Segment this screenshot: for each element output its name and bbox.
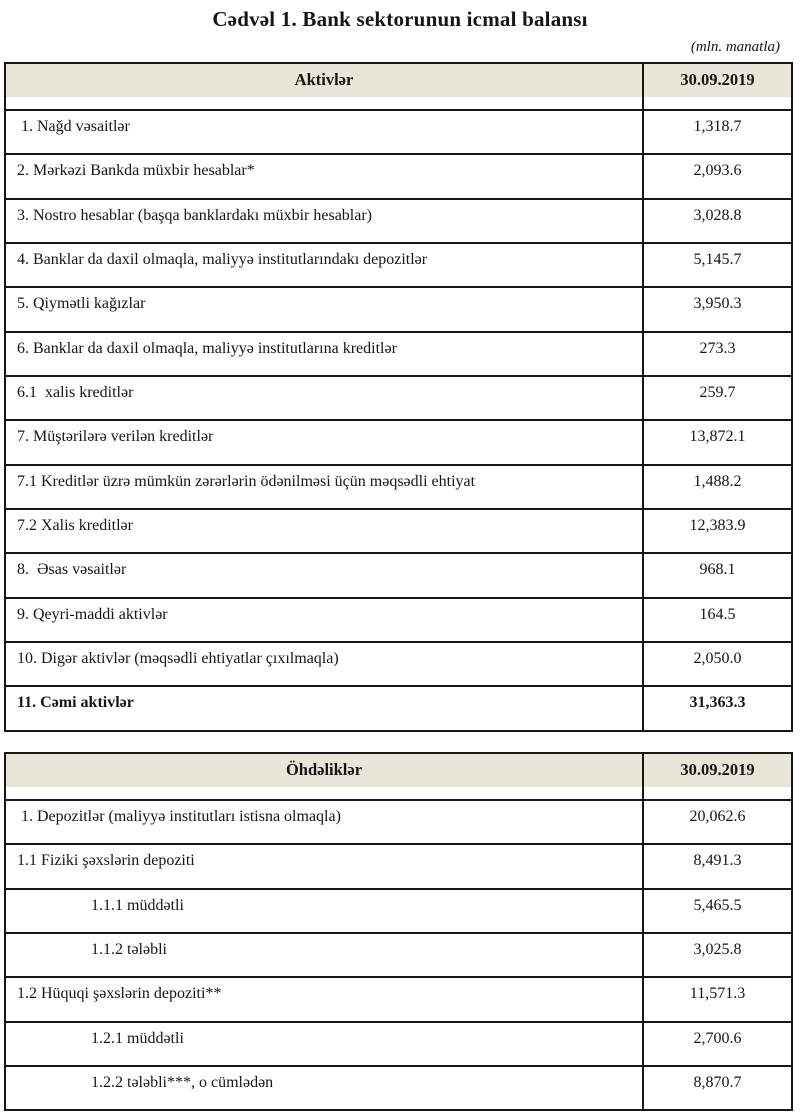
row-value: 1,318.7 — [693, 118, 742, 135]
row-label: 7. Müştərilərə verilən kreditlər — [6, 421, 644, 463]
table-header-label: Öhdəliklər — [6, 754, 642, 787]
row-value: 13,872.1 — [689, 428, 746, 446]
table-header-date-cell — [644, 64, 791, 109]
row-label: 1.2 Hüquqi şəxslərin depoziti** — [6, 978, 644, 1020]
row-value: 31,363.3 — [689, 694, 746, 712]
row-value: 11,571.3 — [689, 985, 746, 1003]
row-label: 1.1.2 tələbli — [6, 934, 644, 976]
row-label: 1. Depozitlər (maliyyə institutları istisna olmaqla) — [6, 801, 644, 843]
table-header-row — [6, 754, 791, 799]
table-row — [6, 597, 791, 641]
row-value: 968.1 — [699, 561, 736, 579]
table-row — [6, 799, 791, 843]
table-header-date: 30.09.2019 — [644, 754, 791, 787]
row-label: 4. Banklar da daxil olmaqla, maliyyə institutlarındakı depozitlər — [6, 244, 644, 286]
table-row — [6, 552, 791, 596]
table-header-date: 30.09.2019 — [644, 64, 791, 97]
table-row — [6, 375, 791, 419]
row-value: 2,093.6 — [693, 162, 742, 180]
row-value: 3,950.3 — [693, 295, 742, 313]
row-label: 1.1.1 müddətli — [6, 890, 644, 932]
table-row — [6, 888, 791, 932]
row-value: 5,145.7 — [693, 251, 742, 269]
row-label: 1. Nağd vəsaitlər — [6, 111, 644, 153]
row-label: 7.1 Kreditlər üzrə mümkün zərərlərin ödənilməsi üçün məqsədli ehtiyat — [6, 466, 644, 508]
row-label: 1.1 Fiziki şəxslərin depoziti — [6, 845, 644, 887]
table-row — [6, 843, 791, 887]
table-row — [6, 109, 791, 153]
document-title: Cədvəl 1. Bank sektorunun icmal balansı — [212, 7, 588, 31]
row-value: 259.7 — [699, 384, 736, 402]
table-row — [6, 286, 791, 330]
row-label: 5. Qiymətli kağızlar — [6, 288, 644, 330]
liabilities-table — [4, 752, 793, 1111]
table-row — [6, 976, 791, 1020]
row-label: 9. Qeyri-maddi aktivlər — [6, 599, 644, 641]
table-row — [6, 508, 791, 552]
row-label: 1.2.2 tələbli***, o cümlədən — [6, 1067, 644, 1109]
table-row — [6, 242, 791, 286]
unit-note: (mln. manatla) — [690, 39, 780, 55]
table-row — [6, 331, 791, 375]
row-value: 3,025.8 — [693, 940, 742, 958]
row-label: 6.1 xalis kreditlər — [6, 377, 644, 419]
row-label: 10. Digər aktivlər (məqsədli ehtiyatlar çıxılmaqla) — [6, 643, 644, 685]
row-value: 12,383.9 — [689, 517, 746, 535]
table-row — [6, 198, 791, 242]
row-value: 2,700.6 — [693, 1029, 742, 1047]
table-row — [6, 419, 791, 463]
table-row — [6, 1065, 791, 1109]
row-value: 8,491.3 — [693, 852, 742, 870]
table-header-cell — [6, 64, 644, 109]
table-gap — [0, 732, 800, 752]
row-label: 8. Əsas vəsaitlər — [6, 554, 644, 596]
table-row — [6, 464, 791, 508]
row-label: 1.2.1 müddətli — [6, 1023, 644, 1065]
row-value: 164.5 — [699, 605, 736, 623]
table-row — [6, 1021, 791, 1065]
table-row — [6, 685, 791, 729]
row-label: 6. Banklar da daxil olmaqla, maliyyə institutlarına kreditlər — [6, 333, 644, 375]
row-value: 3,028.8 — [693, 206, 742, 224]
row-value: 8,870.7 — [693, 1073, 742, 1091]
assets-table — [4, 62, 793, 732]
table-header-label: Aktivlər — [6, 64, 642, 97]
table-header-cell — [6, 754, 644, 799]
row-label: 11. Cəmi aktivlər — [6, 687, 644, 729]
table-row — [6, 932, 791, 976]
table-header-row — [6, 64, 791, 109]
row-value: 2,050.0 — [693, 650, 742, 668]
row-value: 5,465.5 — [693, 896, 742, 914]
row-label: 2. Mərkəzi Bankda müxbir hesablar* — [6, 155, 644, 197]
table-header-date-cell — [644, 754, 791, 799]
row-value: 20,062.6 — [689, 807, 746, 825]
row-value: 273.3 — [699, 339, 736, 357]
row-label: 7.2 Xalis kreditlər — [6, 510, 644, 552]
table-row — [6, 641, 791, 685]
row-value: 1,488.2 — [693, 472, 742, 490]
table-row — [6, 153, 791, 197]
row-label: 3. Nostro hesablar (başqa banklardakı müxbir hesablar) — [6, 200, 644, 242]
